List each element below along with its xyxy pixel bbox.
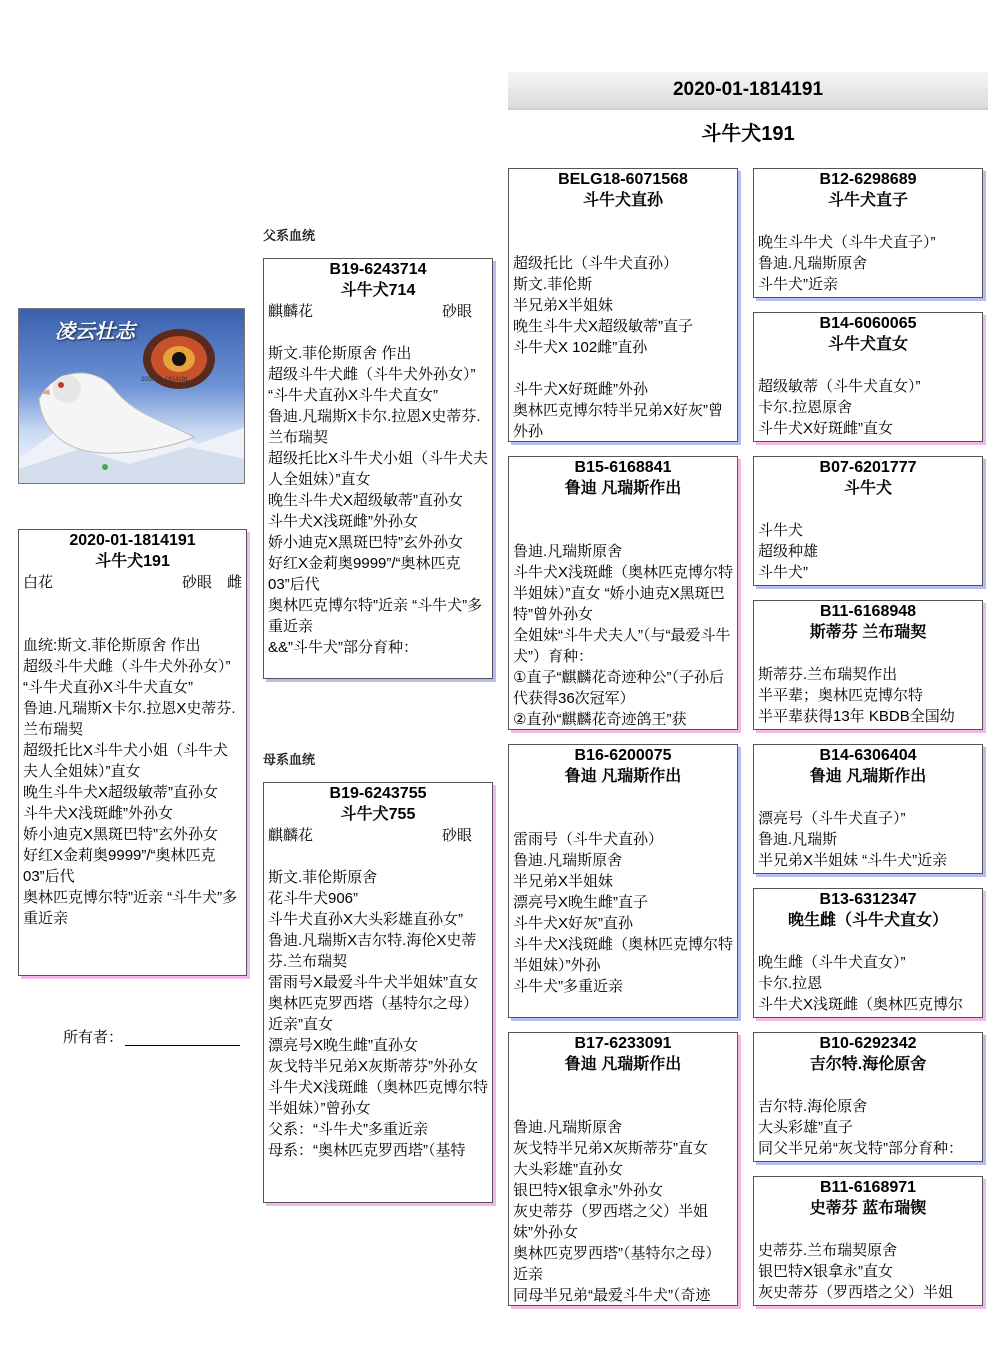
gen4-pedigree-text: 吉尔特.海伦原舍 大头彩雄”直子 同父半兄弟“灰戈特”部分育种：	[758, 1098, 963, 1157]
gen4-name: 吉尔特.海伦原舍	[809, 1056, 927, 1073]
gen4-ring: B11-6168971	[819, 1179, 917, 1196]
photo-caption-title: 凌云壮志	[55, 319, 135, 343]
gen4-card-2	[753, 312, 983, 442]
gen3-ring: B15-6168841	[574, 459, 672, 476]
photo-caption-ring: 2020-01-1814191	[141, 377, 189, 383]
gen4-ring: B10-6292342	[819, 1035, 917, 1052]
gen3-pedigree-text: 鲁迪.凡瑞斯原舍 灰戈特半兄弟X灰斯蒂芬”直女 大头彩雄”直孙女 银巴特X银拿永”外孙女 灰史蒂芬（罗西塔之父）半姐妹”外孙女 奥林匹克罗西塔”（基特尔之母）近亲 同母半兄弟“最爱斗牛犬”（奇迹	[513, 1119, 721, 1304]
gen4-ring: B11-6168948	[819, 603, 917, 620]
sire-eye: 砂眼	[441, 303, 472, 320]
gen4-card-6	[753, 888, 983, 1018]
gen4-pedigree-text: 晚生斗牛犬（斗牛犬直子）” 鲁迪.凡瑞斯原舍 斗牛犬”近亲	[758, 234, 936, 293]
gen4-ring: B13-6312347	[819, 891, 917, 908]
sire-section-label: 父系血统	[263, 228, 316, 243]
pedigree-ring-header: 2020-01-1814191	[508, 72, 988, 110]
pedigree-name-header: 斗牛犬191	[701, 123, 795, 145]
dam-ring: B19-6243755	[329, 785, 427, 802]
gen4-pedigree-text: 史蒂芬.兰布瑞契原舍 银巴特X银拿永”直女 灰史蒂芬（罗西塔之父）半姐	[758, 1242, 954, 1301]
grandsire-paternal-card	[508, 168, 738, 442]
subject-ring: 2020-01-1814191	[69, 532, 196, 549]
sire-color: 麒麟花	[268, 303, 314, 320]
gen3-name: 鲁迪 凡瑞斯作出	[564, 480, 682, 497]
gen4-pedigree-text: 斯蒂芬.兰布瑞契作出 半平辈；奥林匹克博尔特 半平辈获得13年 KBDB全国幼	[758, 666, 955, 725]
subject-name: 斗牛犬191	[95, 553, 170, 570]
owner-label: 所有者：	[63, 1029, 124, 1046]
owner-blank-line	[125, 1031, 240, 1046]
gen3-name: 鲁迪 凡瑞斯作出	[564, 768, 682, 785]
subject-eye: 砂眼	[181, 574, 212, 591]
sire-name: 斗牛犬714	[340, 282, 416, 299]
gen4-ring: B12-6298689	[819, 171, 917, 188]
gen3-name: 斗牛犬直孙	[582, 192, 663, 209]
pigeon-photo	[18, 308, 245, 484]
gen4-card-1	[753, 168, 983, 298]
dam-pedigree-text: 斯文.菲伦斯原舍 花斗牛犬906” 斗牛犬直孙X大头彩雄直孙女” 鲁迪.凡瑞斯X吉尔特.海伦X史蒂芬.兰布瑞契 雷雨号X最爱斗牛犬半姐妹”直女 奥林匹克罗西塔（基特尔之母）近亲”直女 漂亮号X晚生雌”直孙女 灰戈特半兄弟X灰斯蒂芬”外孙女 斗牛犬X浅斑雌（奥林匹克博尔特半姐妹）”曾孙女 父系：“斗牛犬”多重近亲 母系：“奥林匹克罗西塔”（基特	[268, 869, 489, 1159]
gen4-ring: B14-6060065	[819, 315, 917, 332]
gen4-card-4	[753, 600, 983, 730]
subject-card	[18, 529, 247, 976]
subject-attributes	[19, 572, 246, 593]
gen3-ring: B16-6200075	[574, 747, 672, 764]
owner-field	[63, 1028, 240, 1048]
sire-attributes	[264, 301, 492, 322]
dam-eye: 砂眼	[441, 827, 472, 844]
gen3-ring: BELG18-6071568	[558, 171, 688, 188]
grandsire-maternal-card	[508, 744, 738, 1018]
sire-ring: B19-6243714	[329, 261, 427, 278]
gen4-card-8	[753, 1176, 983, 1306]
gen4-ring: B14-6306404	[819, 747, 917, 764]
gen3-pedigree-text: 鲁迪.凡瑞斯原舍 斗牛犬X浅斑雌（奥林匹克博尔特半姐妹）”直女 “娇小迪克X黑斑巴特”曾外孙女 全姐妹“斗牛犬夫人”（与“最爱斗牛犬”）育种： ①直子“麒麟花奇迹种公”（子孙后代获得36次冠军） ②直孙“麒麟花奇迹鸽王”获	[513, 543, 734, 728]
gen4-name: 晚生雌（斗牛犬直女）	[787, 912, 948, 929]
dam-card	[263, 782, 493, 1203]
subject-pedigree-text: 血统:斯文.菲伦斯原舍 作出 超级斗牛犬雌（斗牛犬外孙女）” “斗牛犬直孙X斗牛犬直女” 鲁迪.凡瑞斯X卡尔.拉恩X史蒂芬.兰布瑞契 超级托比X斗牛犬小姐（斗牛犬夫人全姐妹）”直女 晚生斗牛犬X超级敏蒂”直孙女 斗牛犬X浅斑雌”外孙女 娇小迪克X黑斑巴特”玄外孙女 好红X金莉奥9999”/“奥林匹克03”后代 奥林匹克博尔特”近亲 “斗牛犬”多重近亲	[23, 637, 238, 927]
gen4-name: 斗牛犬直子	[827, 192, 908, 209]
gen4-name: 斗牛犬	[843, 480, 892, 497]
gen3-name: 鲁迪 凡瑞斯作出	[564, 1056, 682, 1073]
dam-name: 斗牛犬755	[340, 806, 416, 823]
dam-attributes	[264, 825, 492, 846]
gen4-ring: B07-6201777	[819, 459, 917, 476]
gen4-pedigree-text: 晚生雌（斗牛犬直女）” 卡尔.拉恩 斗牛犬X浅斑雌（奥林匹克博尔	[758, 954, 964, 1013]
subject-color: 白花	[23, 574, 54, 591]
subject-sex: 雌	[226, 574, 242, 591]
gen4-name: 史蒂芬 蓝布瑞锲	[809, 1200, 927, 1217]
gen3-pedigree-text: 超级托比（斗牛犬直孙） 斯文.菲伦斯 半兄弟X半姐妹 晚生斗牛犬X超级敏蒂”直子 斗牛犬X 102雌”直孙 斗牛犬X好斑雌”外孙 奥林匹克博尔特半兄弟X好灰”曾外孙	[513, 255, 724, 440]
gen3-ring: B17-6233091	[574, 1035, 672, 1052]
gen4-card-3	[753, 456, 983, 586]
gen4-pedigree-text: 超级敏蒂（斗牛犬直女）” 卡尔.拉恩原舍 斗牛犬X好斑雌”直女	[758, 378, 921, 437]
granddam-paternal-card	[508, 456, 738, 730]
gen4-pedigree-text: 斗牛犬 超级种雄 斗牛犬”	[758, 522, 819, 581]
gen4-card-5	[753, 744, 983, 874]
gen4-name: 斯蒂芬 兰布瑞契	[809, 624, 927, 641]
sire-card	[263, 258, 493, 679]
gen3-pedigree-text: 雷雨号（斗牛犬直孙） 鲁迪.凡瑞斯原舍 半兄弟X半姐妹 漂亮号X晚生雌”直子 斗牛犬X好灰”直孙 斗牛犬X浅斑雌（奥林匹克博尔特半姐妹）”外孙 斗牛犬”多重近亲	[513, 831, 734, 995]
gen4-pedigree-text: 漂亮号（斗牛犬直子）” 鲁迪.凡瑞斯 半兄弟X半姐妹 “斗牛犬”近亲	[758, 810, 948, 869]
dam-section-label: 母系血统	[263, 752, 316, 767]
gen4-name: 斗牛犬直女	[827, 336, 908, 353]
granddam-maternal-card	[508, 1032, 738, 1306]
gen4-card-7	[753, 1032, 983, 1162]
sire-pedigree-text: 斯文.菲伦斯原舍 作出 超级斗牛犬雌（斗牛犬外孙女）” “斗牛犬直孙X斗牛犬直女” 鲁迪.凡瑞斯X卡尔.拉恩X史蒂芬.兰布瑞契 超级托比X斗牛犬小姐（斗牛犬夫人全姐妹）”直女 晚生斗牛犬X超级敏蒂”直孙女 斗牛犬X浅斑雌”外孙女 娇小迪克X黑斑巴特”玄外孙女 好红X金莉奥9999”/“奥林匹克03”后代 奥林匹克博尔特”近亲 “斗牛犬”多重近亲 &&”斗牛犬”部分育种：	[268, 345, 489, 656]
dam-color: 麒麟花	[268, 827, 314, 844]
gen4-name: 鲁迪 凡瑞斯作出	[809, 768, 927, 785]
